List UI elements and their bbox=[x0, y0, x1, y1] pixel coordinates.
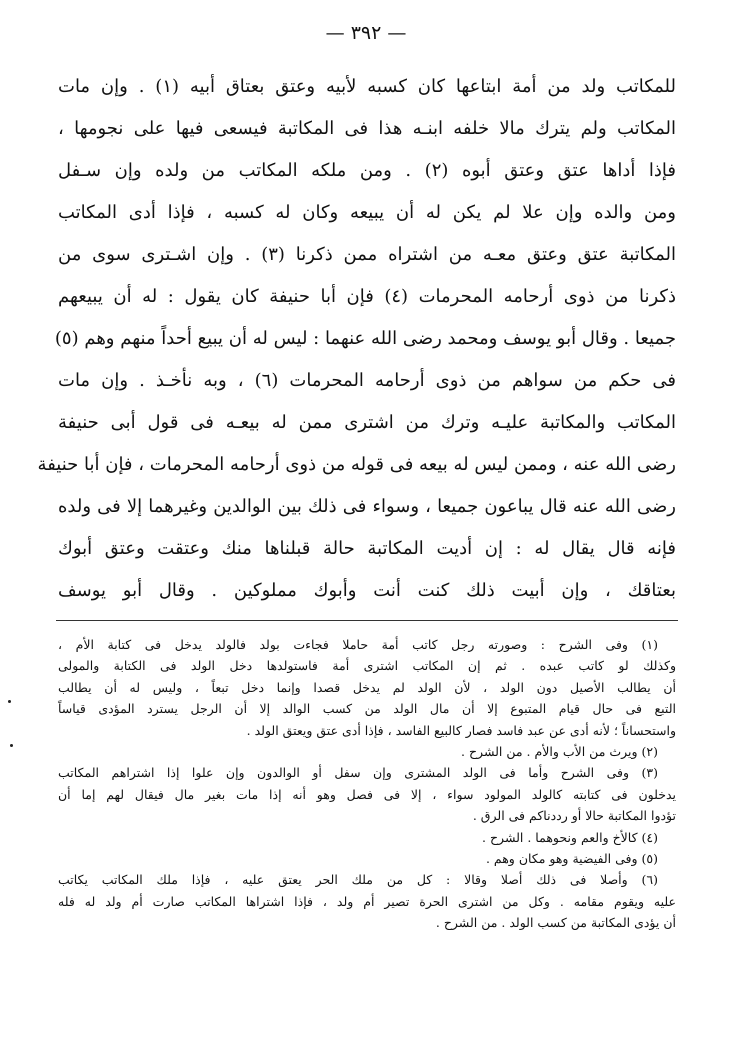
text-line: بعتاقك ، وإن أبيت ذلك كنت أنت وأبوك مملوكين . وقال أبو يوسف bbox=[58, 580, 676, 601]
text-line: للمكاتب ولد من أمة ابتاعها كان كسبه لأبيه وعتق بعتاق أبيه (١) . وإن مات bbox=[58, 76, 676, 97]
footnote-line: أن يؤدى المكاتبة من كسب الولد . من الشرح . bbox=[435, 915, 676, 931]
margin-speck bbox=[8, 700, 11, 703]
footnote-line: (٦) وأصلا فى ذلك أصلا وقالا : كل من ملك الحر يعتق عليه ، فإذا ملك المكاتب يكاتب bbox=[58, 872, 658, 888]
footnote-line: عليه ويقوم مقامه . وكل من اشترى الحرة تصير أم ولد ، فإذا اشتراها المكاتب صارت أم ولد له فله bbox=[58, 893, 676, 909]
main-text bbox=[37, 66, 677, 612]
text-line: ذكرنا من ذوى أرحامه المحرمات (٤) فإن أبا حنيفة كان يقول : له أن يبيعهم bbox=[58, 286, 676, 307]
footnote-line: (٤) كالأخ والعم ونحوهما . الشرح . bbox=[482, 829, 658, 845]
footnote-line: (٥) وفى الفيضية وهو مكان وهم . bbox=[485, 850, 658, 866]
page-number: — ٣٩٢ — bbox=[325, 22, 407, 44]
text-line: ومن والده وإن علا لم يكن له أن يبيعه وكان له كسبه ، فإذا أدى المكاتب bbox=[58, 202, 676, 223]
text-line: رضى الله عنه قال يباعون جميعا ، وسواء فى ذلك بين الوالدين وغيرهما إلا فى ولده bbox=[58, 496, 676, 517]
footnote-line: (٣) وفى الشرح وأما فى الولد المشترى وإن سفل أو الوالدون وإن علوا إذا اشتراهم المكاتب bbox=[58, 765, 658, 781]
text-line: رضى الله عنه ، وممن ليس له بيعه فى قوله من ذوى أرحامه المحرمات ، فإن أبا حنيفة bbox=[37, 454, 676, 475]
footnote-line: التبع فى حال قيام المتبوع إلا أن مال الولد من كسب الوالد إلا أن الرجل يسترد المؤدى قياساً bbox=[58, 701, 676, 717]
footnotes bbox=[58, 634, 676, 933]
footnote-line: تؤدوا المكاتبة حالا أو رددناكم فى الرق . bbox=[472, 808, 676, 824]
text-line: فإذا أداها عتق وعتق أبوه (٢) . ومن ملكه المكاتب من ولده وإن سـفل bbox=[58, 160, 676, 181]
footnote-line: أن يطالب الأصيل دون الولد ، لأن الولد لم يدخل قصدا وإنما دخل تبعاً ، وليس له أن يطالب bbox=[58, 679, 676, 695]
footnote-line: واستحساناً ؛ لأنه أدى عن عبد فاسد فصار كالبيع الفاسد ، فإذا أدى عتق ويعتق الولد . bbox=[246, 722, 676, 738]
footnote-line: (١) وفى الشرح : وصورته رجل كاتب أمة حاملا فجاءت بولد فالولد يدخل فى كتابة الأم ، bbox=[58, 637, 658, 652]
footnote-line: وكذلك لو كاتب عبده . ثم إن المكاتب اشترى أمة فاستولدها دخل الولد فى الكتابة والمولى bbox=[58, 658, 676, 674]
footnote-line: (٢) ويرث من الأب والأم . من الشرح . bbox=[461, 743, 658, 759]
text-line: فى حكم من سواهم من ذوى أرحامه المحرمات (٦) ، وبه نأخـذ . وإن مات bbox=[58, 370, 677, 391]
text-line: المكاتب ولم يترك مالا خلفه ابنـه هذا فى المكاتبة فيسعى فيها على نجومها ، bbox=[58, 118, 676, 139]
text-line: المكاتبة عتق وعتق معـه من اشتراه ممن ذكرنا (٣) . وإن اشـترى سوى من bbox=[58, 244, 676, 265]
text-line: فإنه قال يقال له : إن أديت المكاتبة حالة قبلناها منك وعتقت وعتق أبوك bbox=[58, 538, 676, 559]
footnote-divider bbox=[56, 620, 678, 621]
text-line: جميعا . وقال أبو يوسف ومحمد رضى الله عنهما : ليس له أن يبيع أحداً منهم وهم (٥) bbox=[54, 328, 676, 349]
margin-speck bbox=[10, 744, 13, 747]
text-line: المكاتب والمكاتبة عليـه وترك من اشترى ممن له بيعـه فى قول أبى حنيفة bbox=[58, 412, 676, 433]
footnote-line: يدخلون فى كتابته كالولد المولود سواء ، إلا فى فصل وهو أنه إذا مات بغير مال فيقال لهم إما أن bbox=[58, 786, 676, 802]
